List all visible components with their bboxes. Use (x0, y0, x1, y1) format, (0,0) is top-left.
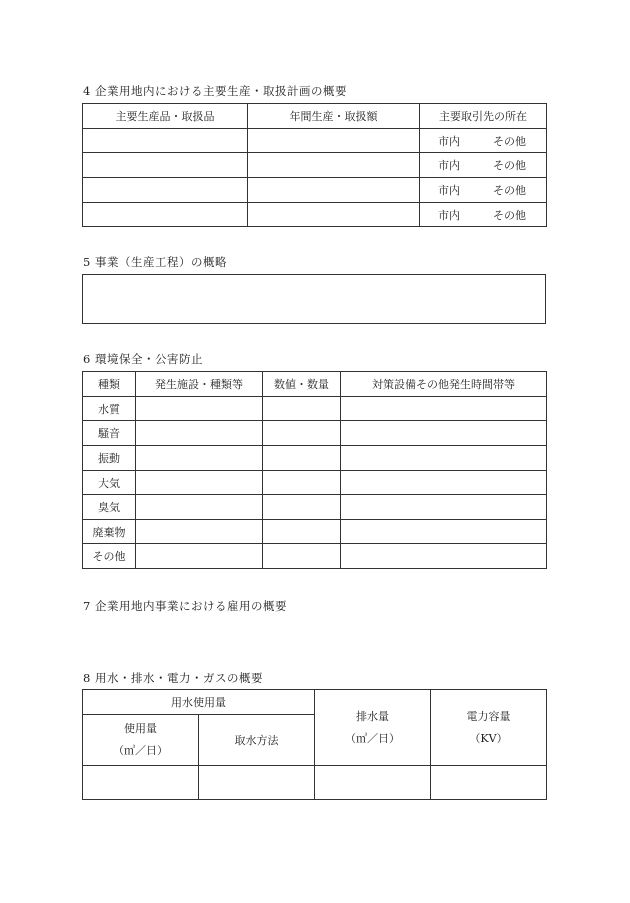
table-row (83, 766, 547, 800)
power-unit: （KV） (469, 731, 508, 745)
utilities-table (82, 689, 547, 800)
facility-cell[interactable] (136, 421, 263, 446)
location-cell[interactable] (420, 129, 547, 153)
col-header-facility: 発生施設・種類等 (136, 372, 263, 397)
water-use-header: 用水使用量 (83, 690, 315, 715)
location-cell[interactable] (420, 203, 547, 227)
usage-unit: （㎥／日） (113, 744, 168, 757)
type-label: 臭気 (83, 495, 136, 520)
location-cell[interactable] (420, 153, 547, 178)
table-row (83, 397, 547, 421)
section4-heading: 4 企業用地内における主要生産・取扱計画の概要 (83, 84, 347, 98)
power-cell[interactable] (431, 766, 547, 800)
col-header-type: 種類 (83, 372, 136, 397)
value-cell[interactable] (263, 471, 341, 495)
section6-heading: 6 環境保全・公害防止 (83, 352, 203, 366)
drainage-header (315, 690, 431, 766)
facility-cell[interactable] (136, 397, 263, 421)
facility-cell[interactable] (136, 544, 263, 569)
loc-other-label: その他 (493, 159, 526, 172)
table-row (83, 421, 547, 446)
measures-cell[interactable] (341, 397, 547, 421)
measures-cell[interactable] (341, 471, 547, 495)
type-label: 振動 (83, 446, 136, 471)
product-cell[interactable] (83, 178, 248, 203)
facility-cell[interactable] (136, 471, 263, 495)
environment-table (82, 371, 547, 569)
value-cell[interactable] (263, 495, 341, 520)
value-cell[interactable] (263, 544, 341, 569)
col-header-amount: 年間生産・取扱額 (248, 104, 420, 129)
loc-in-label: 市内 (438, 134, 460, 148)
process-summary-box[interactable] (82, 274, 546, 324)
table-row (83, 178, 547, 203)
table-row (83, 153, 547, 178)
power-label: 電力容量 (466, 709, 511, 723)
section7-heading: 7 企業用地内事業における雇用の概要 (83, 599, 287, 613)
facility-cell[interactable] (136, 520, 263, 544)
production-table (82, 103, 547, 227)
facility-cell[interactable] (136, 446, 263, 471)
measures-cell[interactable] (341, 446, 547, 471)
table-row (83, 471, 547, 495)
value-cell[interactable] (263, 446, 341, 471)
intake-method-header: 取水方法 (199, 715, 315, 766)
col-header-measures: 対策設備その他発生時間帯等 (341, 372, 547, 397)
product-cell[interactable] (83, 129, 248, 153)
loc-other-label: その他 (493, 134, 526, 148)
table-row (83, 203, 547, 227)
measures-cell[interactable] (341, 495, 547, 520)
loc-in-label: 市内 (438, 208, 460, 222)
loc-in-label: 市内 (438, 159, 460, 172)
table-row (83, 495, 547, 520)
location-cell[interactable] (420, 178, 547, 203)
value-cell[interactable] (263, 520, 341, 544)
drainage-cell[interactable] (315, 766, 431, 800)
type-label: 水質 (83, 397, 136, 421)
table-row (83, 129, 547, 153)
loc-other-label: その他 (493, 208, 526, 222)
product-cell[interactable] (83, 203, 248, 227)
measures-cell[interactable] (341, 544, 547, 569)
amount-cell[interactable] (248, 153, 420, 178)
value-cell[interactable] (263, 421, 341, 446)
usage-cell[interactable] (83, 766, 199, 800)
table-row (83, 446, 547, 471)
type-label: 大気 (83, 471, 136, 495)
product-cell[interactable] (83, 153, 248, 178)
drainage-label: 排水量 (356, 709, 389, 723)
measures-cell[interactable] (341, 421, 547, 446)
value-cell[interactable] (263, 397, 341, 421)
table-row (83, 520, 547, 544)
amount-cell[interactable] (248, 203, 420, 227)
measures-cell[interactable] (341, 520, 547, 544)
col-header-location: 主要取引先の所在 (420, 104, 547, 129)
col-header-value: 数値・数量 (263, 372, 341, 397)
usage-label: 使用量 (124, 722, 157, 735)
section5-heading: 5 事業（生産工程）の概略 (83, 255, 227, 269)
intake-method-cell[interactable] (199, 766, 315, 800)
amount-cell[interactable] (248, 129, 420, 153)
type-label: 騒音 (83, 421, 136, 446)
table-row (83, 544, 547, 569)
loc-other-label: その他 (493, 184, 526, 197)
type-label: その他 (83, 544, 136, 569)
usage-header (83, 715, 199, 766)
amount-cell[interactable] (248, 178, 420, 203)
drainage-unit: （㎥／日） (345, 731, 400, 745)
loc-in-label: 市内 (438, 184, 460, 197)
type-label: 廃棄物 (83, 520, 136, 544)
facility-cell[interactable] (136, 495, 263, 520)
col-header-product: 主要生産品・取扱品 (83, 104, 248, 129)
section8-heading: 8 用水・排水・電力・ガスの概要 (83, 671, 263, 685)
power-header (431, 690, 547, 766)
